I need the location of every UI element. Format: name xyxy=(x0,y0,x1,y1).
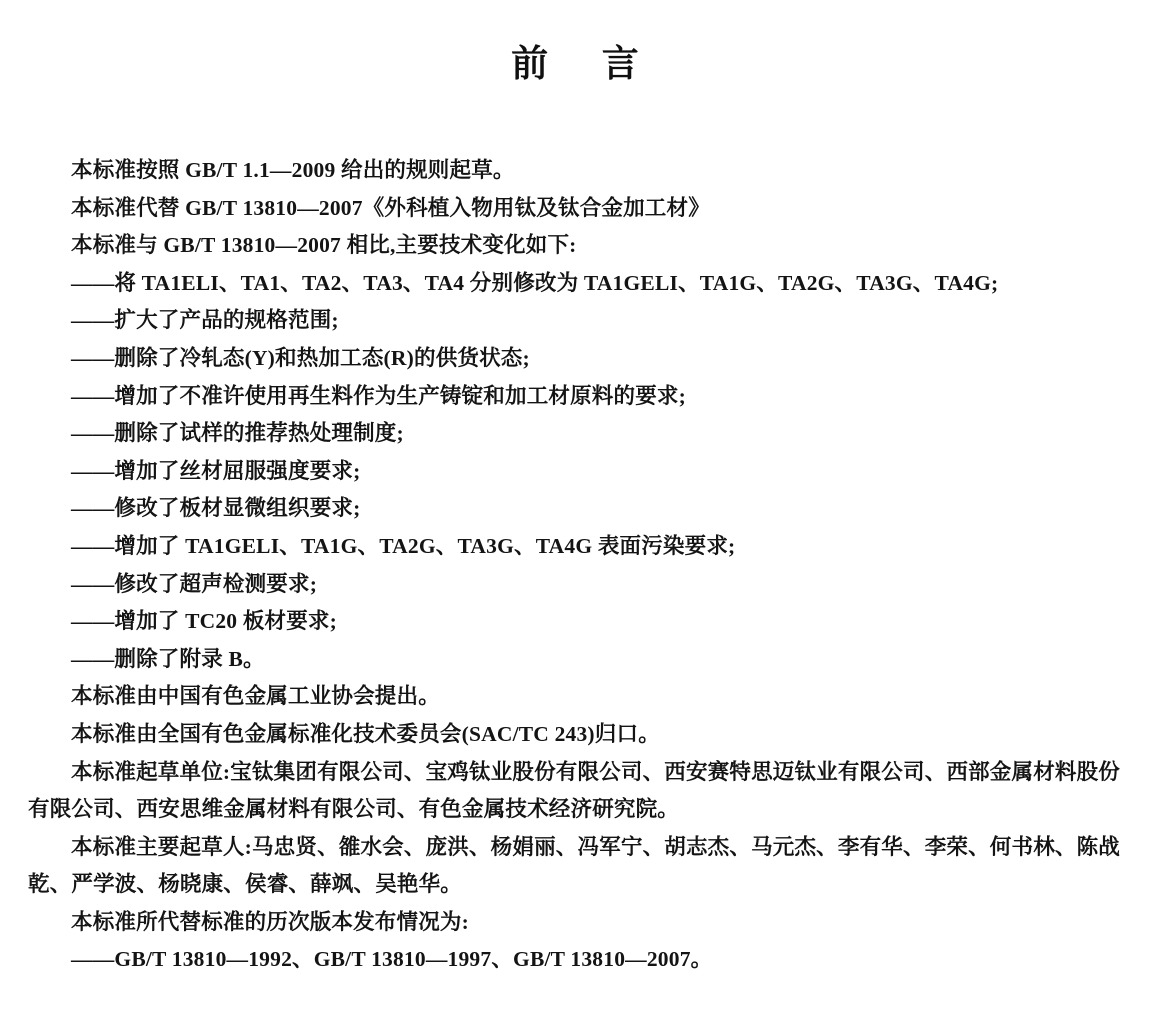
change-list-item: ——增加了丝材屈服强度要求; xyxy=(71,458,361,483)
paragraph: 本标准由全国有色金属标准化技术委员会(SAC/TC 243)归口。 xyxy=(71,721,660,746)
change-list-item: ——增加了不准许使用再生料作为生产铸锭和加工材原料的要求; xyxy=(71,383,686,408)
change-list-item: ——删除了冷轧态(Y)和热加工态(R)的供货状态; xyxy=(71,345,530,370)
change-list-item: ——增加了 TC20 板材要求; xyxy=(71,609,337,634)
paragraph: 本标准所代替标准的历次版本发布情况为: xyxy=(71,909,469,934)
change-list-item: ——增加了 TA1GELI、TA1G、TA2G、TA3G、TA4G 表面污染要求; xyxy=(71,533,736,558)
paragraph: 本标准由中国有色金属工业协会提出。 xyxy=(71,684,440,709)
page-title: 前言 xyxy=(511,44,693,85)
change-list-item: ——删除了附录 B。 xyxy=(71,646,265,671)
paragraph: 本标准起草单位:宝钛集团有限公司、宝鸡钛业股份有限公司、西安赛特思迈钛业有限公司、西部金属材料股份有限公司、西安思维金属材料有限公司、有色金属技术经济研究院。 xyxy=(28,759,1120,822)
paragraph: 本标准按照 GB/T 1.1—2009 给出的规则起草。 xyxy=(71,158,515,182)
change-list-item: ——将 TA1ELI、TA1、TA2、TA3、TA4 分别修改为 TA1GELI、TA1G、TA2G、TA3G、TA4G; xyxy=(71,270,999,295)
paragraph: 本标准主要起草人:马忠贤、雒水会、庞洪、杨娟丽、冯军宁、胡志杰、马元杰、李有华、李荣、何书林、陈战乾、严学波、杨晓康、侯睿、薛飒、吴艳华。 xyxy=(28,834,1120,897)
change-list-item: ——GB/T 13810—1992、GB/T 13810—1997、GB/T 13810—2007。 xyxy=(71,947,713,972)
paragraph: 本标准与 GB/T 13810—2007 相比,主要技术变化如下: xyxy=(71,233,577,258)
change-list-item: ——修改了超声检测要求; xyxy=(71,571,318,596)
change-list-item: ——扩大了产品的规格范围; xyxy=(71,308,339,333)
change-list-item: ——删除了试样的推荐热处理制度; xyxy=(71,421,404,446)
paragraph: 本标准代替 GB/T 13810—2007《外科植入物用钛及钛合金加工材》 xyxy=(71,195,710,220)
change-list-item: ——修改了板材显微组织要求; xyxy=(71,496,361,521)
foreword-body xyxy=(0,152,1150,979)
